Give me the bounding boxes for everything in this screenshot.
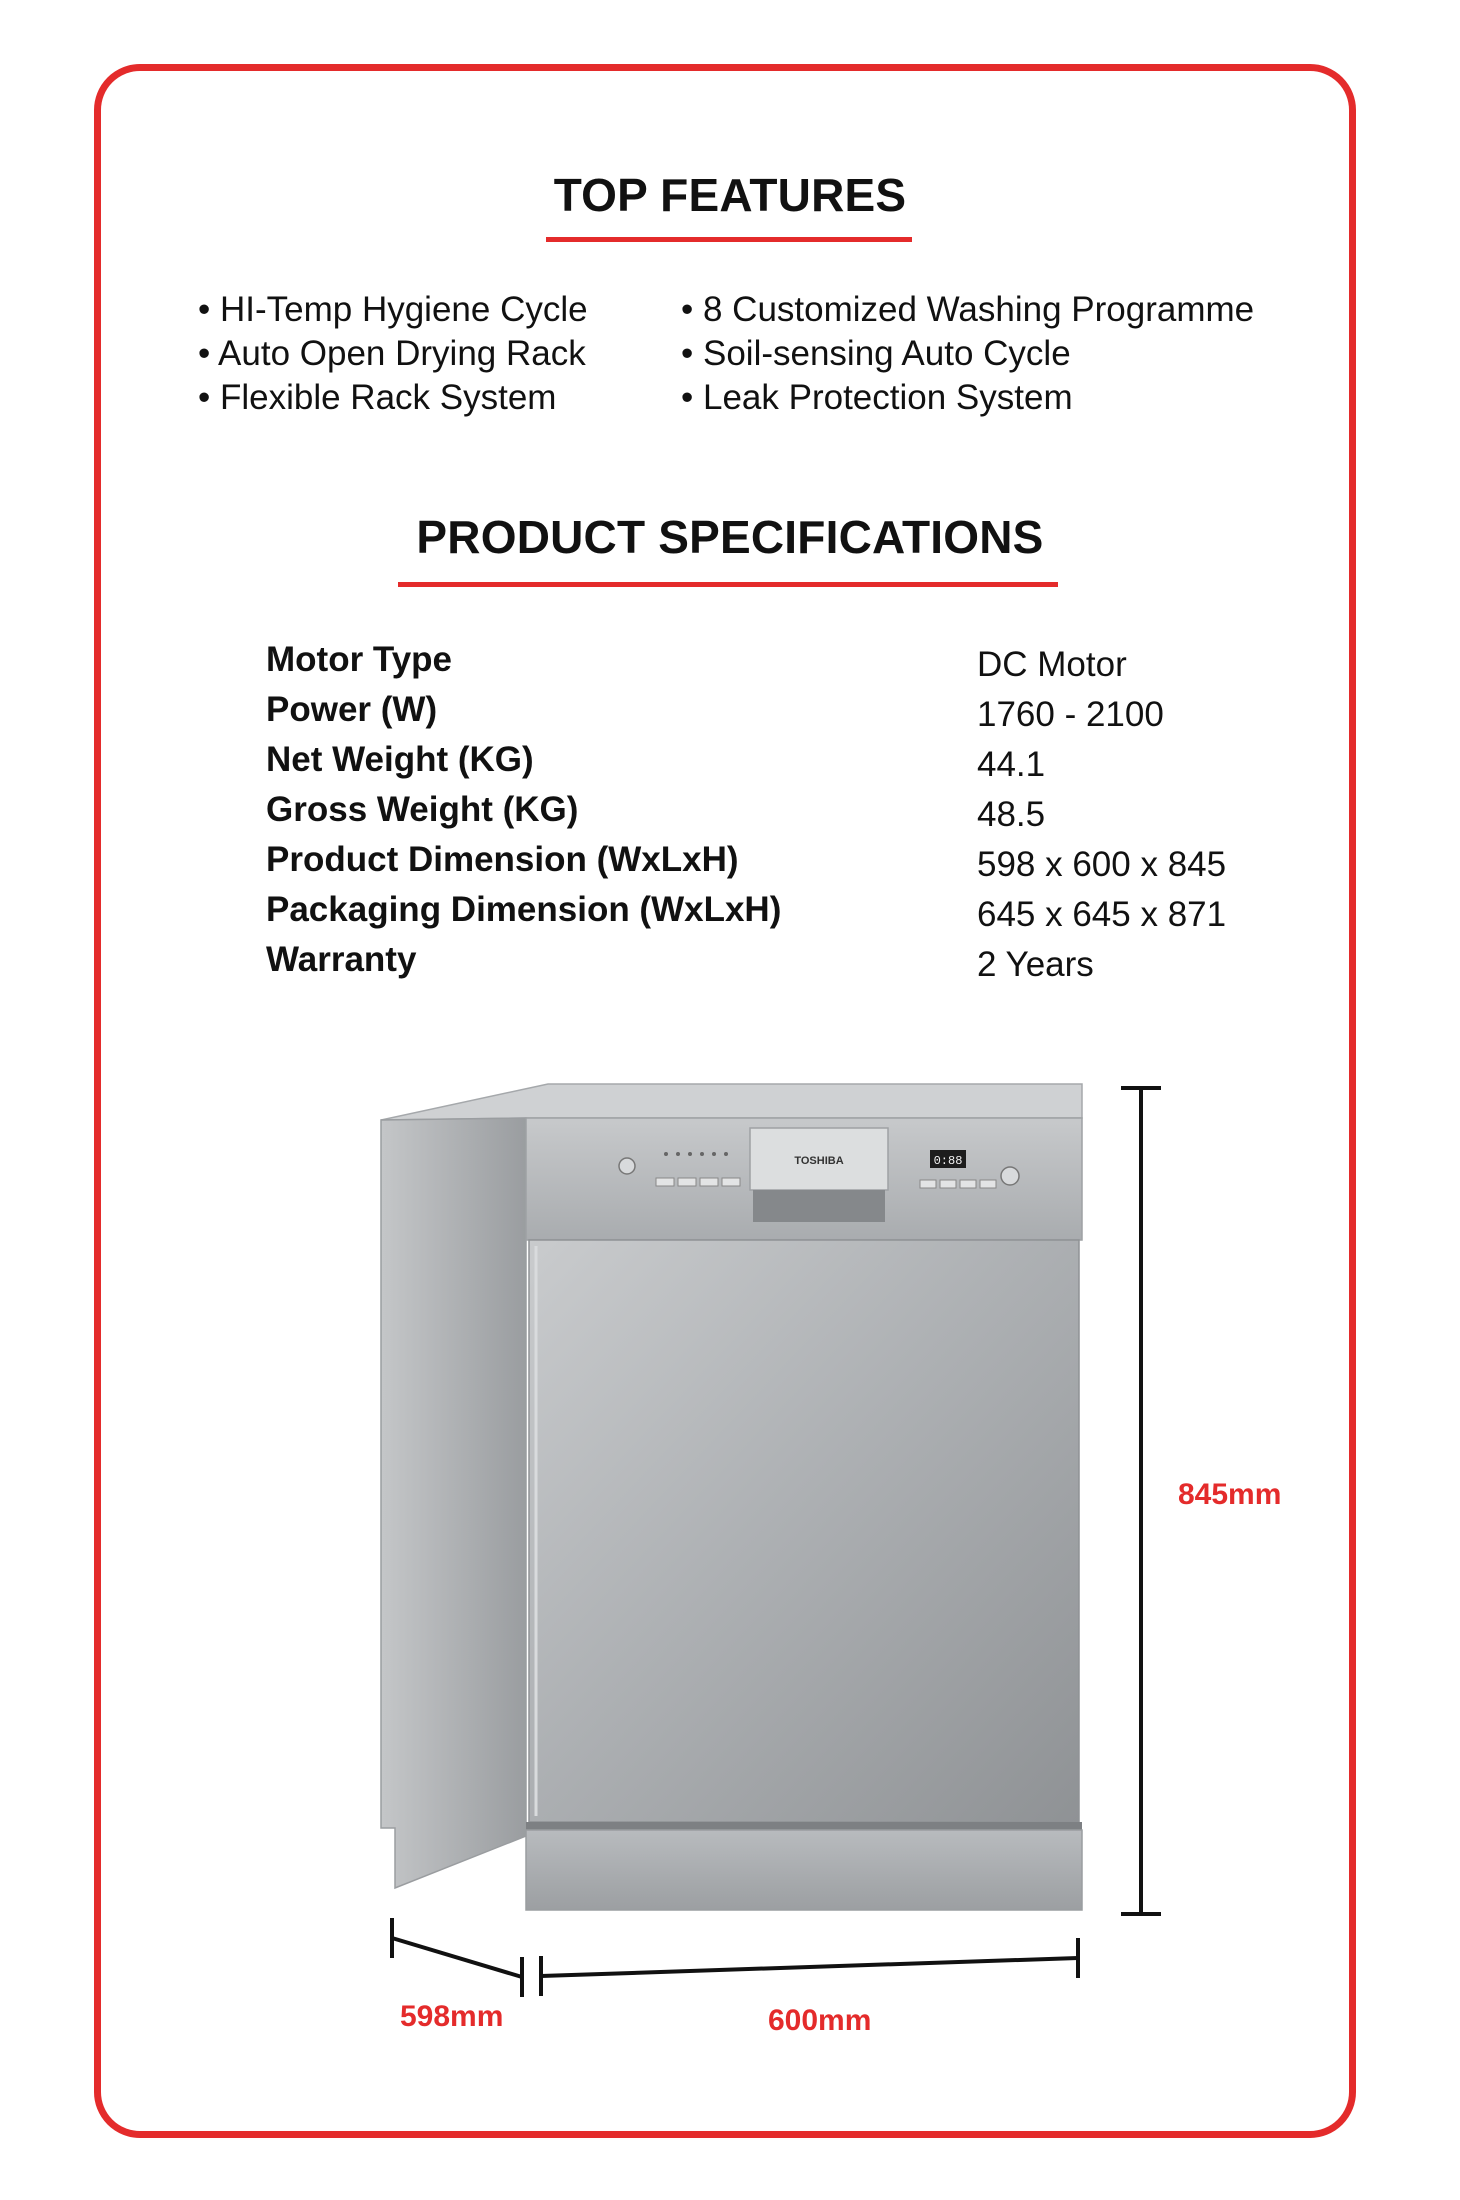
width-label: 600mm: [768, 2004, 872, 2037]
program-button[interactable]: [678, 1178, 696, 1186]
program-button[interactable]: [722, 1178, 740, 1186]
option-button[interactable]: [940, 1180, 956, 1188]
program-button[interactable]: [656, 1178, 674, 1186]
brand-logo: TOSHIBA: [794, 1155, 844, 1167]
height-dimension-line: [1121, 1088, 1161, 1914]
indicator-dot: [664, 1152, 668, 1156]
option-button[interactable]: [980, 1180, 996, 1188]
feature-item: • Flexible Rack System: [198, 378, 557, 417]
spec-label-warranty: Warranty: [266, 940, 417, 979]
dishwasher-plinth: [526, 1830, 1082, 1910]
feature-item: • HI-Temp Hygiene Cycle: [198, 290, 588, 329]
height-label: 845mm: [1178, 1478, 1282, 1511]
indicator-dot: [676, 1152, 680, 1156]
spec-value-packaging-dimension: 645 x 645 x 871: [977, 895, 1227, 934]
specifications-title: PRODUCT SPECIFICATIONS: [416, 511, 1044, 563]
spec-label-product-dimension: Product Dimension (WxLxH): [266, 840, 739, 879]
indicator-dot: [712, 1152, 716, 1156]
dishwasher-door: [529, 1240, 1079, 1822]
dishwasher-top: [381, 1084, 1082, 1120]
power-knob[interactable]: [619, 1158, 635, 1174]
depth-dimension-line: [392, 1918, 522, 1997]
dishwasher-side: [381, 1118, 526, 1888]
display-readout: 0:88: [933, 1154, 963, 1168]
indicator-dot: [724, 1152, 728, 1156]
spec-value-power: 1760 - 2100: [977, 695, 1164, 734]
feature-item: • Leak Protection System: [681, 378, 1073, 417]
feature-item: • Auto Open Drying Rack: [198, 334, 586, 373]
spec-value-net-weight: 44.1: [977, 745, 1046, 784]
spec-value-motor-type: DC Motor: [977, 645, 1127, 684]
start-knob[interactable]: [1001, 1167, 1019, 1185]
program-button[interactable]: [700, 1178, 718, 1186]
option-button[interactable]: [960, 1180, 976, 1188]
option-button[interactable]: [920, 1180, 936, 1188]
door-gap: [526, 1822, 1082, 1830]
spec-label-motor-type: Motor Type: [266, 640, 453, 679]
spec-label-packaging-dimension: Packaging Dimension (WxLxH): [266, 890, 782, 929]
spec-label-gross-weight: Gross Weight (KG): [266, 790, 579, 829]
spec-label-net-weight: Net Weight (KG): [266, 740, 534, 779]
depth-label: 598mm: [400, 2000, 504, 2033]
handle-recess: [753, 1190, 885, 1222]
top-features-title: TOP FEATURES: [553, 169, 907, 221]
spec-value-product-dimension: 598 x 600 x 845: [977, 845, 1227, 884]
spec-value-warranty: 2 Years: [977, 945, 1094, 984]
spec-value-gross-weight: 48.5: [977, 795, 1046, 834]
feature-item: • Soil-sensing Auto Cycle: [681, 334, 1071, 373]
width-dimension-line: [541, 1938, 1078, 1996]
indicator-dot: [688, 1152, 692, 1156]
indicator-dot: [700, 1152, 704, 1156]
feature-item: • 8 Customized Washing Programme: [681, 290, 1255, 329]
dishwasher: [381, 1084, 1082, 1910]
spec-label-power: Power (W): [266, 690, 438, 729]
